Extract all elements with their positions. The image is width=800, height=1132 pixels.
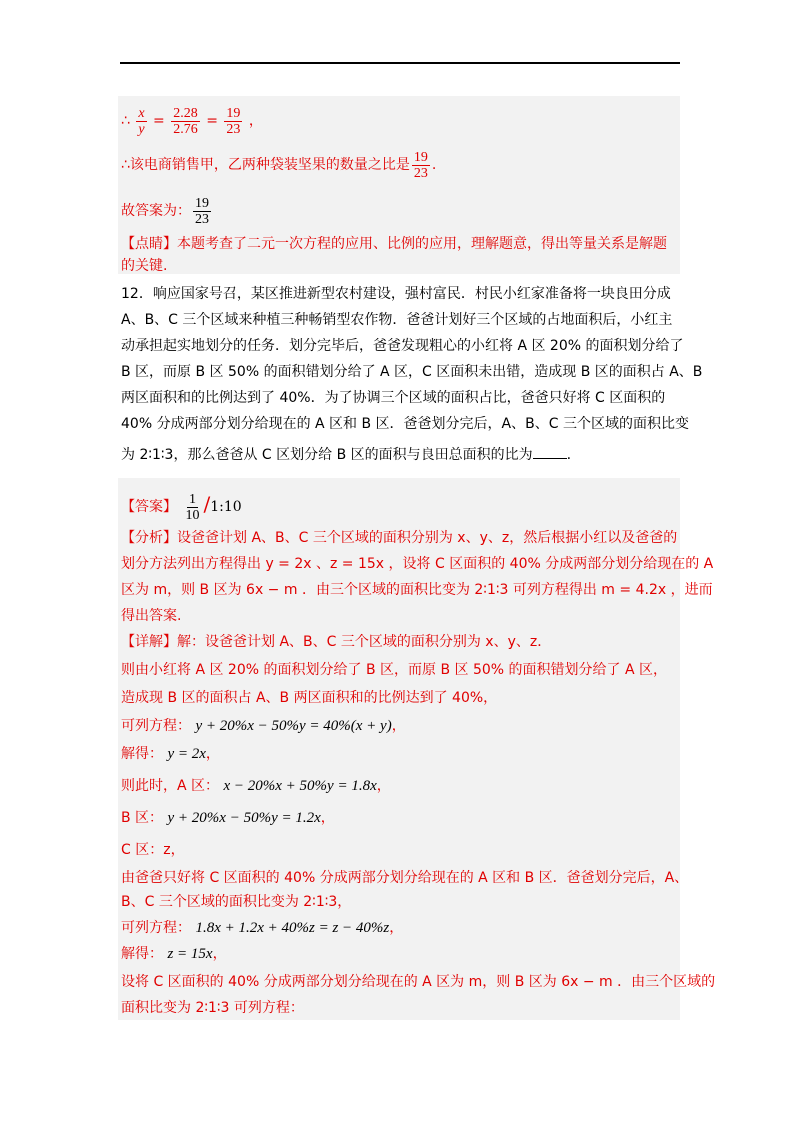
answer-tag: 【答案】 xyxy=(121,499,177,515)
question-12-line-3: 动承担起实地划分的任务．划分完毕后，爸爸发现粗心的小红将 A 区 20% 的面积划分给了 xyxy=(121,338,684,354)
detail-line-5: 解得： y = 2x， xyxy=(121,746,220,762)
question-12-line-7: 为 2∶1∶3，那么爸爸从 C 区划分给 B 区的面积与良田总面积的比为 . xyxy=(121,444,571,465)
fraction-1-10: $\frac{1}{10}$ xyxy=(185,491,200,523)
detail-line-9: 由爸爸只好将 C 区面积的 40% 分成两部分划分给现在的 A 区和 B 区．爸爸划分完后，A、 xyxy=(121,870,689,886)
analysis-line-3: 区为 m，则 B 区为 6x − m ．由三个区域的面积比变为 2∶1∶3 可列方程得出 m = 4.2x ，进而 xyxy=(121,582,713,598)
detail-line-1: 【详解】解：设爸爸计划 A、B、C 三个区域的面积分别为 x、y、z． xyxy=(121,634,552,650)
question-12-line-5: 两区面积和的比例达到了 40%．为了协调三个区域的面积占比，爸爸只好将 C 区面积的 xyxy=(121,390,666,406)
comment-line-2: 的关键. xyxy=(121,258,168,274)
detail-line-14: 面积比变为 2∶1∶3 可列方程： xyxy=(121,1000,304,1016)
detail-line-10: B、C 三个区域的面积比变为 2∶1∶3， xyxy=(121,894,352,910)
header-rule xyxy=(120,62,680,64)
answer-blank xyxy=(533,444,567,459)
comment-tag: 【点睛】 xyxy=(121,236,177,252)
answer-line: 【答案】 $\frac{1}{10}$ /1:10 xyxy=(121,491,242,523)
comment-line-1: 【点睛】本题考查了二元一次方程的应用、比例的应用，理解题意，得出等量关系是解题 xyxy=(121,236,667,252)
question-12-line-1: 12．响应国家号召，某区推进新型农村建设，强村富民．村民小红家准备将一块良田分成 xyxy=(121,286,671,302)
analysis-tag: 【分析】 xyxy=(121,530,177,546)
ratio-equation: ∴ $\frac{x}{y}$ = $\frac{2.28}{2.76}$ = $\frac{19}{23}$ ， xyxy=(121,105,263,137)
final-answer-line: 故答案为： $\frac{19}{23}$ xyxy=(121,195,209,227)
question-12-line-4: B 区，而原 B 区 50% 的面积错划分给了 A 区，C 区面积未出错，造成现 B 区的面积占 A、B xyxy=(121,364,703,380)
analysis-line-1: 【分析】设爸爸计划 A、B、C 三个区域的面积分别为 x、y、z，然后根据小红以及爸爸的 xyxy=(121,530,678,546)
fraction-19-23: $\frac{19}{23}$ xyxy=(195,195,209,227)
analysis-line-2: 划分方法列出方程得出 y = 2x 、z = 15x ，设将 C 区面积的 40% 分成两部分划分给现在的 A xyxy=(121,556,714,572)
detail-line-2: 则由小红将 A 区 20% 的面积划分给了 B 区，而原 B 区 50% 的面积错划分给了 A 区， xyxy=(121,662,667,678)
detail-tag: 【详解】 xyxy=(121,634,177,650)
detail-line-12: 解得： z = 15x， xyxy=(121,946,227,962)
fraction-228-276: $\frac{2.28}{2.76}$ xyxy=(173,105,198,137)
detail-line-4: 可列方程： y + 20%x − 50%y = 40%(x + y)， xyxy=(121,718,406,734)
ratio-conclusion: ∴该电商销售甲，乙两种袋装坚果的数量之比是 $\frac{19}{23}$ . xyxy=(121,149,437,181)
question-12-line-2: A、B、C 三个区域来种植三种畅销型农作物．爸爸计划好三个区域的占地面积后，小红主 xyxy=(121,312,673,328)
detail-line-13: 设将 C 区面积的 40% 分成两部分划分给现在的 A 区为 m，则 B 区为 6x − m ．由三个区域的 xyxy=(121,974,716,990)
fraction-x-over-y: $\frac{x}{y}$ xyxy=(138,105,145,137)
question-12-line-6: 40% 分成两部分划分给现在的 A 区和 B 区．爸爸划分完后，A、B、C 三个区域的面积比变 xyxy=(121,416,689,432)
detail-line-3: 造成现 B 区的面积占 A、B 两区面积和的比例达到了 40%， xyxy=(121,690,498,706)
detail-line-8: C 区：z， xyxy=(121,842,185,858)
detail-line-11: 可列方程： 1.8x + 1.2x + 40%z = z − 40%z， xyxy=(121,920,404,936)
detail-line-7: B 区： y + 20%x − 50%y = 1.2x， xyxy=(121,810,335,826)
fraction-19-23: $\frac{19}{23}$ xyxy=(226,105,241,137)
detail-line-6: 则此时，A 区： x − 20%x + 50%y = 1.8x， xyxy=(121,778,391,794)
analysis-line-4: 得出答案. xyxy=(121,608,182,624)
fraction-19-23: $\frac{19}{23}$ xyxy=(413,149,428,181)
